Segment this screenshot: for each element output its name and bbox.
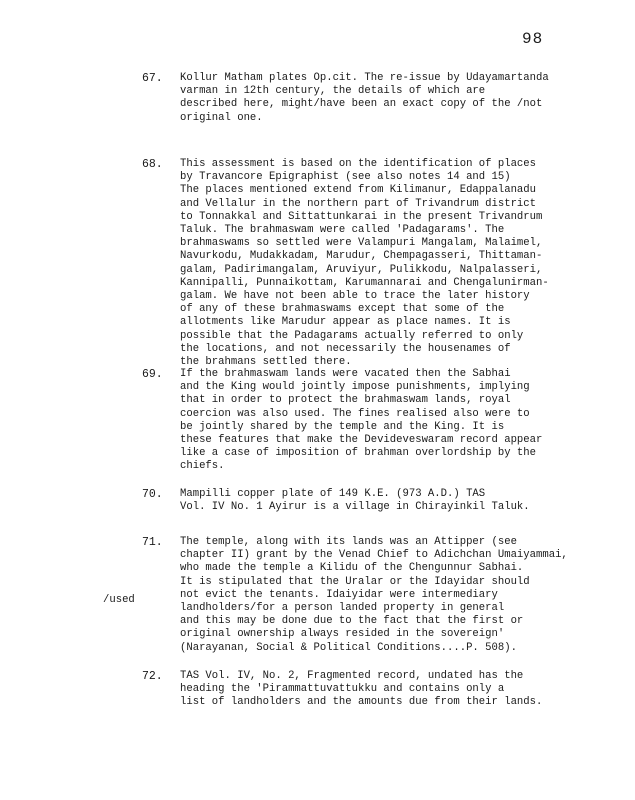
footnote-text xyxy=(180,72,630,125)
text-line: and this may be done due to the fact that the first or xyxy=(180,615,524,628)
text-line: The temple, along with its lands was an Attipper (see xyxy=(180,536,517,548)
footnote-number: 70. xyxy=(142,488,163,501)
text-line: Kollur Matham plates Op.cit. The re-issue by Udayamartanda xyxy=(180,72,549,84)
text-line: The places mentioned extend from Kilimanur, Edappalanadu xyxy=(180,184,537,197)
footnote-text xyxy=(180,158,630,369)
text-line: landholders/for a person landed property in general xyxy=(180,602,505,615)
text-line: the locations, and not necessarily the housenames of xyxy=(180,342,511,355)
text-line: described here, might/have been an exact copy of the /not xyxy=(180,98,543,111)
footnote-number: 68. xyxy=(142,158,163,171)
text-line: Kannipalli, Punnaikottam, Karumannarai and Chengalunirman- xyxy=(180,276,549,289)
text-line: galam, Padirimangalam, Aruviyur, Pulikkodu, Nalpalasseri, xyxy=(180,263,543,276)
text-line: Vol. IV No. 1 Ayirur is a village in Chirayinkil Taluk. xyxy=(180,501,530,514)
text-line: original ownership always resided in the sovereign' xyxy=(180,628,505,641)
footnote-text xyxy=(180,368,630,474)
text-line: heading the 'Pirammattuvattukku and contains only a xyxy=(180,683,505,696)
text-line: list of landholders and the amounts due from their lands. xyxy=(180,696,543,709)
text-line: galam. We have not been able to trace the later history xyxy=(180,290,530,303)
text-line: not evict the tenants. Idaiyidar were intermediary xyxy=(180,588,498,601)
text-line: brahmaswams so settled were Valampuri Mangalam, Malaimel, xyxy=(180,237,543,250)
text-line: and Vellalur in the northern part of Trivandrum district xyxy=(180,197,537,210)
text-line: like a case of imposition of brahman overlordship by the xyxy=(180,447,537,460)
text-line: This assessment is based on the identification of places xyxy=(180,158,537,170)
footnote-number: 67. xyxy=(142,72,163,85)
text-line: It is stipulated that the Uralar or the Idayidar should xyxy=(180,575,530,588)
text-line: Taluk. The brahmaswam were called 'Padagarams'. The xyxy=(180,224,505,237)
text-line: chiefs. xyxy=(180,460,225,473)
footnote-text xyxy=(180,670,630,710)
text-line: and the King would jointly impose punishments, implying xyxy=(180,381,530,394)
text-line: coercion was also used. The fines realised also were to xyxy=(180,407,530,420)
text-line: TAS Vol. IV, No. 2, Fragmented record, undated has the xyxy=(180,670,524,682)
text-line: allotments like Marudur appear as place names. It is xyxy=(180,316,511,329)
footnote-number: 71. xyxy=(142,536,163,549)
footnote-number: 69. xyxy=(142,368,163,381)
text-line: (Narayanan, Social & Political Conditions....P. 508). xyxy=(180,641,517,654)
text-line: Mampilli copper plate of 149 K.E. (973 A.D.) TAS xyxy=(180,488,486,500)
text-line: original one. xyxy=(180,111,263,124)
margin-annotation: /used xyxy=(103,594,135,606)
text-line: by Travancore Epigraphist (see also notes 14 and 15) xyxy=(180,171,511,184)
footnote-text xyxy=(180,536,630,655)
text-line: to Tonnakkal and Sittattunkarai in the present Trivandrum xyxy=(180,210,543,223)
text-line: If the brahmaswam lands were vacated then the Sabhai xyxy=(180,368,511,380)
text-line: be jointly shared by the temple and the King. It is xyxy=(180,420,505,433)
text-line: of any of these brahmaswams except that some of the xyxy=(180,303,505,316)
text-line: who made the temple a Kilidu of the Chengunnur Sabhai. xyxy=(180,562,524,575)
text-line: possible that the Padagarams actually referred to only xyxy=(180,329,524,342)
text-line: varman in 12th century, the details of which are xyxy=(180,85,486,98)
text-line: the brahmans settled there. xyxy=(180,356,352,369)
text-line: these features that make the Devideveswaram record appear xyxy=(180,434,543,447)
text-line: chapter II) grant by the Venad Chief to Adichchan Umaiyammai, xyxy=(180,549,568,562)
footnote-text xyxy=(180,488,630,514)
text-line: that in order to protect the brahmaswam lands, royal xyxy=(180,394,511,407)
page-number: 98 xyxy=(522,30,544,48)
footnote-number: 72. xyxy=(142,670,163,683)
text-line: Navurkodu, Mudakkadam, Marudur, Chempagasseri, Thittaman- xyxy=(180,250,543,263)
